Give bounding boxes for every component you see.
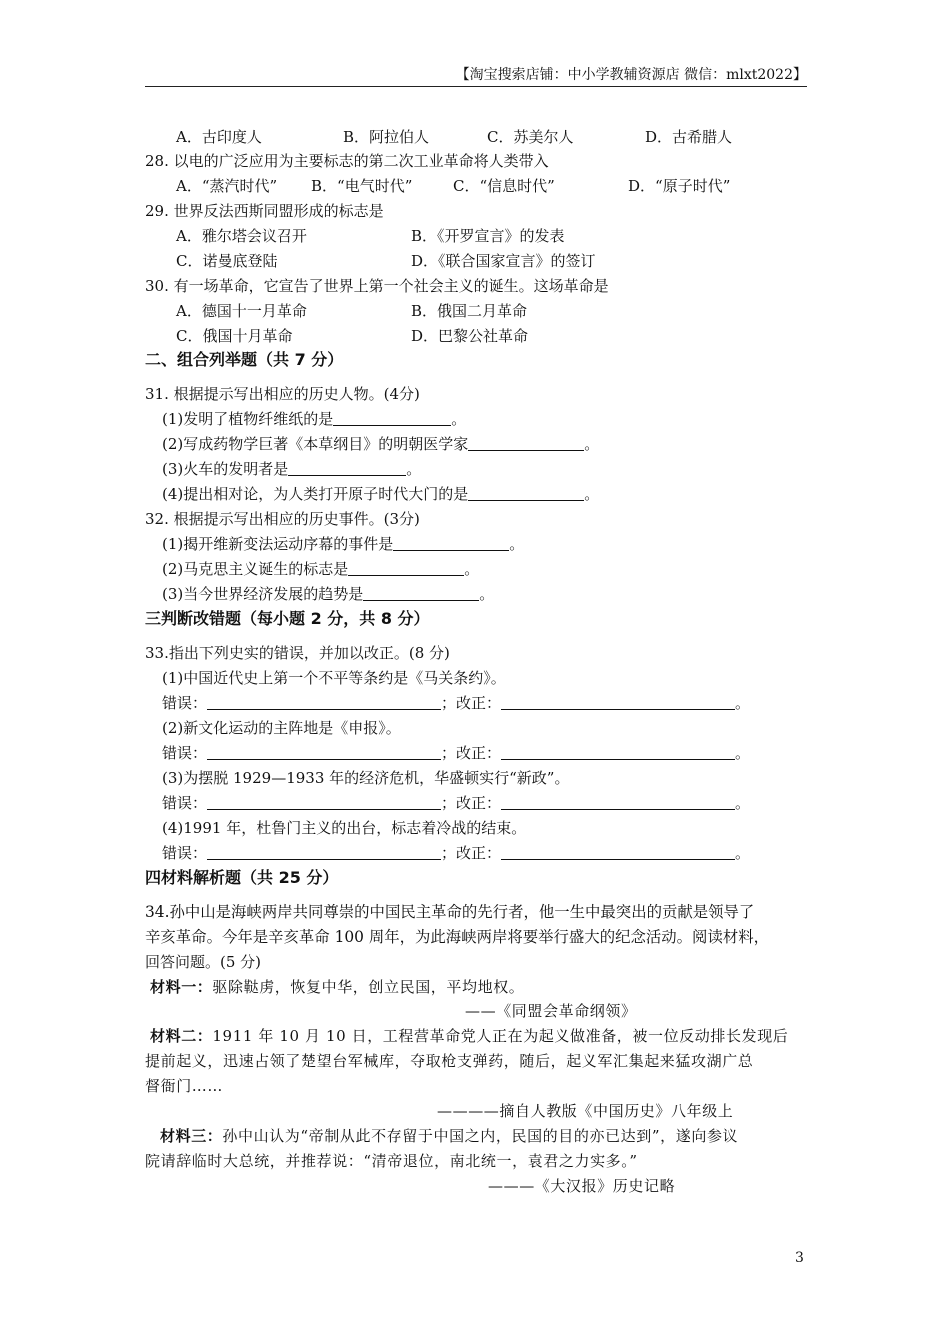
- section-4-title: 四材料解析题（共 25 分）: [145, 868, 339, 887]
- q32-item-1: (1)揭开维新变法运动序幕的事件是 。: [162, 535, 525, 553]
- q29-option-c: C．诺曼底登陆: [176, 252, 278, 270]
- error-blank[interactable]: [207, 844, 441, 860]
- answer-blank[interactable]: [468, 435, 584, 451]
- q30-option-c: C．俄国十月革命: [176, 327, 293, 345]
- q33-answer-row-1: 错误： ；改正： 。: [162, 694, 751, 712]
- q30-option-b: B．俄国二月革命: [411, 302, 528, 320]
- material-1: 材料一：驱除鞑虏，恢复中华，创立民国，平均地权。: [150, 978, 525, 996]
- q28-option-b: B．“电气时代”: [311, 177, 413, 195]
- error-blank[interactable]: [207, 694, 441, 710]
- q34-stem-line-1: 34.孙中山是海峡两岸共同尊崇的中国民主革命的先行者，他一生中最突出的贡献是领导了: [145, 903, 755, 921]
- q29-stem: 29. 世界反法西斯同盟形成的标志是: [145, 202, 384, 220]
- q29-option-a: A．雅尔塔会议召开: [176, 227, 307, 245]
- q34-stem-line-3: 回答问题。(5 分): [145, 953, 262, 971]
- material-3-line-2: 院请辞临时大总统，并推荐说：“清帝退位，南北统一，袁君之力实多。”: [145, 1152, 638, 1170]
- q27-option-a: A．古印度人: [176, 128, 262, 146]
- q31-item-4: (4)提出相对论，为人类打开原子时代大门的是 。: [162, 485, 600, 503]
- q30-stem: 30. 有一场革命，它宣告了世界上第一个社会主义的诞生。这场革命是: [145, 277, 609, 295]
- q34-stem-line-2: 辛亥革命。今年是辛亥革命 100 周年，为此海峡两岸将要举行盛大的纪念活动。阅读材料，: [145, 928, 770, 946]
- q30-option-a: A．德国十一月革命: [176, 302, 307, 320]
- q31-item-3: (3)火车的发明者是 。: [162, 460, 422, 478]
- q29-option-b: B．《开罗宣言》的发表: [411, 227, 565, 245]
- section-3-title: 三判断改错题（每小题 2 分，共 8 分）: [145, 609, 430, 628]
- answer-blank[interactable]: [288, 460, 406, 476]
- material-1-label: 材料一：: [150, 978, 213, 996]
- q33-item-3: (3)为摆脱 1929—1933 年的经济危机，华盛顿实行“新政”。: [162, 769, 570, 787]
- q33-answer-row-2: 错误： ；改正： 。: [162, 744, 751, 762]
- q27-option-c: C．苏美尔人: [487, 128, 574, 146]
- q32-stem: 32. 根据提示写出相应的历史事件。(3分): [145, 510, 420, 528]
- q28-option-c: C．“信息时代”: [453, 177, 555, 195]
- page-number: 3: [795, 1250, 804, 1266]
- q33-item-2: (2)新文化运动的主阵地是《申报》。: [162, 719, 401, 737]
- q32-item-3: (3)当今世界经济发展的趋势是 。: [162, 585, 495, 603]
- error-blank[interactable]: [207, 744, 441, 760]
- q33-item-4: (4)1991 年，杜鲁门主义的出台，标志着冷战的结束。: [162, 819, 527, 837]
- material-2-line-3: 督衙门……: [145, 1077, 224, 1095]
- answer-blank[interactable]: [363, 585, 479, 601]
- correction-blank[interactable]: [501, 744, 735, 760]
- correction-blank[interactable]: [501, 794, 735, 810]
- correction-blank[interactable]: [501, 694, 735, 710]
- answer-blank[interactable]: [393, 535, 509, 551]
- q32-item-2: (2)马克思主义诞生的标志是 。: [162, 560, 480, 578]
- q29-option-d: D．《联合国家宣言》的签订: [411, 252, 596, 270]
- q33-stem: 33.指出下列史实的错误，并加以改正。(8 分): [145, 644, 450, 662]
- correction-blank[interactable]: [501, 844, 735, 860]
- q27-option-b: B．阿拉伯人: [343, 128, 430, 146]
- q33-item-1: (1)中国近代史上第一个不平等条约是《马关条约》。: [162, 669, 506, 687]
- section-2-title: 二、组合列举题（共 7 分）: [145, 350, 344, 369]
- q28-option-d: D．“原子时代”: [628, 177, 731, 195]
- material-3-label: 材料三：: [160, 1127, 223, 1145]
- answer-blank[interactable]: [468, 485, 584, 501]
- material-2-source: ————摘自人教版《中国历史》八年级上: [437, 1102, 734, 1120]
- material-2-line-2: 提前起义，迅速占领了楚望台军械库，夺取枪支弹药，随后，起义军汇集起来猛攻湖广总: [145, 1052, 754, 1070]
- error-blank[interactable]: [207, 794, 441, 810]
- answer-blank[interactable]: [348, 560, 464, 576]
- q28-option-a: A．“蒸汽时代”: [176, 177, 278, 195]
- material-1-source: ——《同盟会革命纲领》: [465, 1002, 637, 1020]
- page-header: 【淘宝搜索店铺：中小学教辅资源店 微信：mlxt2022】: [455, 67, 807, 83]
- q27-option-d: D．古希腊人: [645, 128, 733, 146]
- material-3-source: ———《大汉报》历史记略: [488, 1177, 676, 1195]
- q31-item-2: (2)写成药物学巨著《本草纲目》的明朝医学家 。: [162, 435, 600, 453]
- q28-stem: 28. 以电的广泛应用为主要标志的第二次工业革命将人类带入: [145, 152, 549, 170]
- material-2-label: 材料二：: [150, 1027, 213, 1045]
- material-2-line-1: 材料二：1911 年 10 月 10 日，工程营革命党人正在为起义做准备，被一位反动排长发现后: [150, 1027, 789, 1045]
- answer-blank[interactable]: [333, 410, 451, 426]
- material-3-line-1: 材料三：孙中山认为“帝制从此不存留于中国之内，民国的目的亦已达到”，遂向参议: [160, 1127, 739, 1145]
- q31-stem: 31. 根据提示写出相应的历史人物。(4分): [145, 385, 420, 403]
- q33-answer-row-4: 错误： ；改正： 。: [162, 844, 751, 862]
- q33-answer-row-3: 错误： ；改正： 。: [162, 794, 751, 812]
- q30-option-d: D．巴黎公社革命: [411, 327, 529, 345]
- header-rule: [145, 86, 807, 87]
- q31-item-1: (1)发明了植物纤维纸的是 。: [162, 410, 467, 428]
